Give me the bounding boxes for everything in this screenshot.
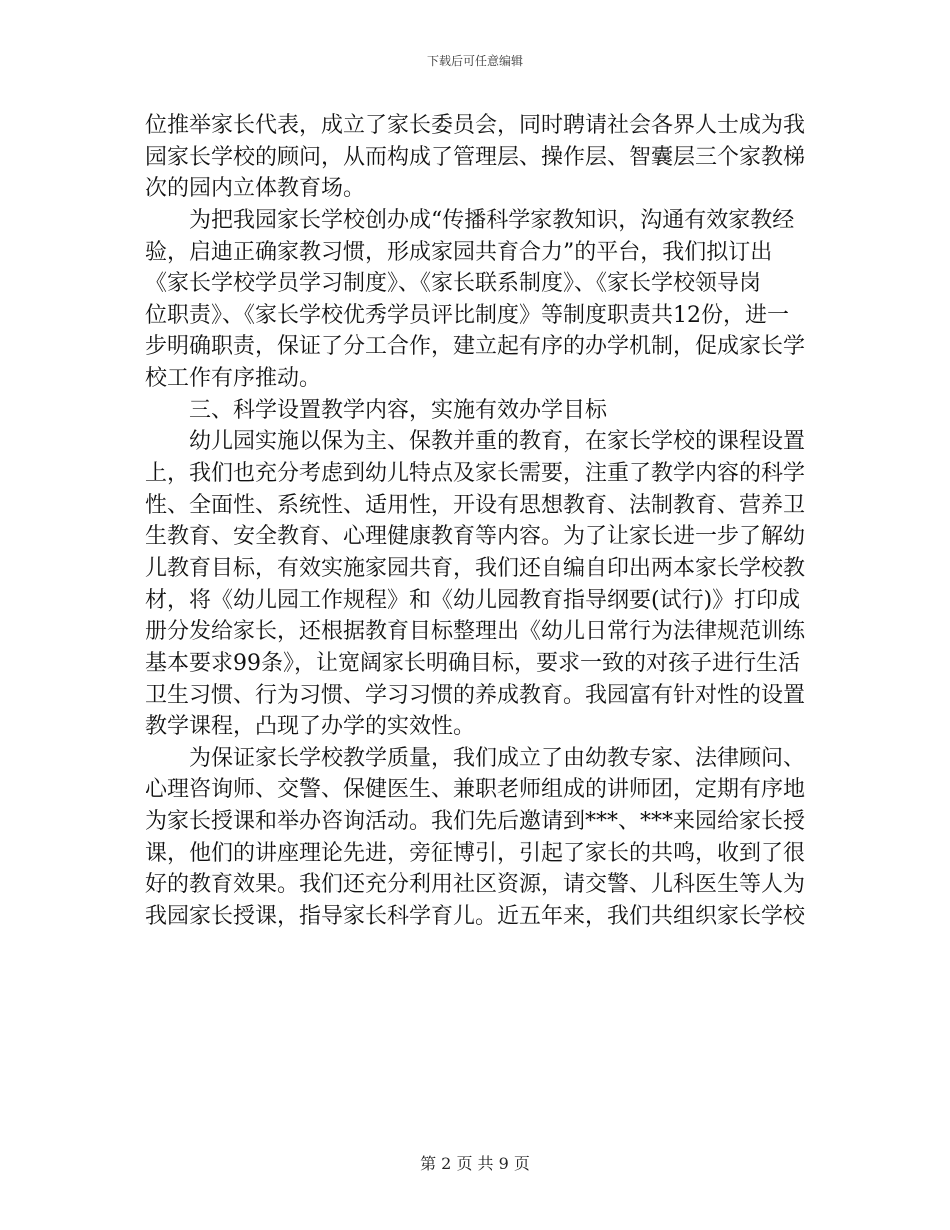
text-line: 性、全面性、系统性、适用性，开设有思想教育、法制教育、营养卫	[145, 492, 806, 518]
text-line: 材，将《幼儿园工作规程》和《幼儿园教育指导纲要(试行)》打印成	[145, 587, 801, 613]
text-line: 好的教育效果。我们还充分利用社区资源，请交警、儿科医生等人为	[145, 872, 806, 898]
document-body	[145, 110, 807, 933]
page-header-note: 下载后可任意编辑	[426, 54, 523, 68]
text-line: 为家长授课和举办咨询活动。我们先后邀请到***、***来园给家长授	[145, 809, 806, 835]
text-line: 校工作有序推动。	[145, 366, 322, 392]
text-line: 园家长学校的顾问，从而构成了管理层、操作层、智囊层三个家教梯	[145, 144, 806, 170]
text-line: 基本要求99条》，让宽阔家长明确目标，要求一致的对孩子进行生活	[145, 650, 800, 676]
section-heading: 三、科学设置教学内容，实施有效办学目标	[145, 397, 608, 423]
text-line: 次的园内立体教育场。	[145, 176, 366, 202]
text-line: 上，我们也充分考虑到幼儿特点及家长需要，注重了教学内容的科学	[145, 461, 806, 487]
text-line: 生教育、安全教育、心理健康教育等内容。为了让家长进一步了解幼	[145, 524, 806, 550]
text-line: 我园家长授课，指导家长科学育儿。近五年来，我们共组织家长学校	[145, 904, 806, 930]
text-line: 位推举家长代表，成立了家长委员会，同时聘请社会各界人士成为我	[145, 113, 806, 138]
text-line: 步明确职责，保证了分工合作，建立起有序的办学机制，促成家长学	[145, 334, 806, 360]
text-line: 儿教育目标，有效实施家园共育，我们还自编自印出两本家长学校教	[145, 555, 806, 581]
text-line: 课，他们的讲座理论先进，旁征博引，引起了家长的共鸣，收到了很	[145, 840, 806, 866]
text-line: 心理咨询师、交警、保健医生、兼职老师组成的讲师团，定期有序地	[145, 777, 806, 803]
text-line: 位职责》、《家长学校优秀学员评比制度》等制度职责共12份，进一	[145, 302, 789, 328]
text-line: 《家长学校学员学习制度》、《家长联系制度》、《家长学校领导岗	[145, 271, 762, 297]
text-line: 验，启迪正确家教习惯，形成家园共育合力”的平台，我们拟订出	[145, 239, 773, 265]
text-line: 为把我园家长学校创办成“传播科学家教知识，沟通有效家教经	[145, 207, 795, 233]
text-line: 幼儿园实施以保为主、保教并重的教育，在家长学校的课程设置	[145, 429, 806, 455]
page-number-footer: 第 2 页 共 9 页	[420, 1154, 530, 1173]
text-line: 册分发给家长，还根据教育目标整理出《幼儿日常行为法律规范训练	[145, 619, 806, 645]
text-line: 为保证家长学校教学质量，我们成立了由幼教专家、法律顾问、	[145, 745, 806, 771]
text-line: 教学课程，凸现了办学的实效性。	[145, 714, 476, 740]
text-line: 卫生习惯、行为习惯、学习习惯的养成教育。我园富有针对性的设置	[145, 682, 806, 708]
